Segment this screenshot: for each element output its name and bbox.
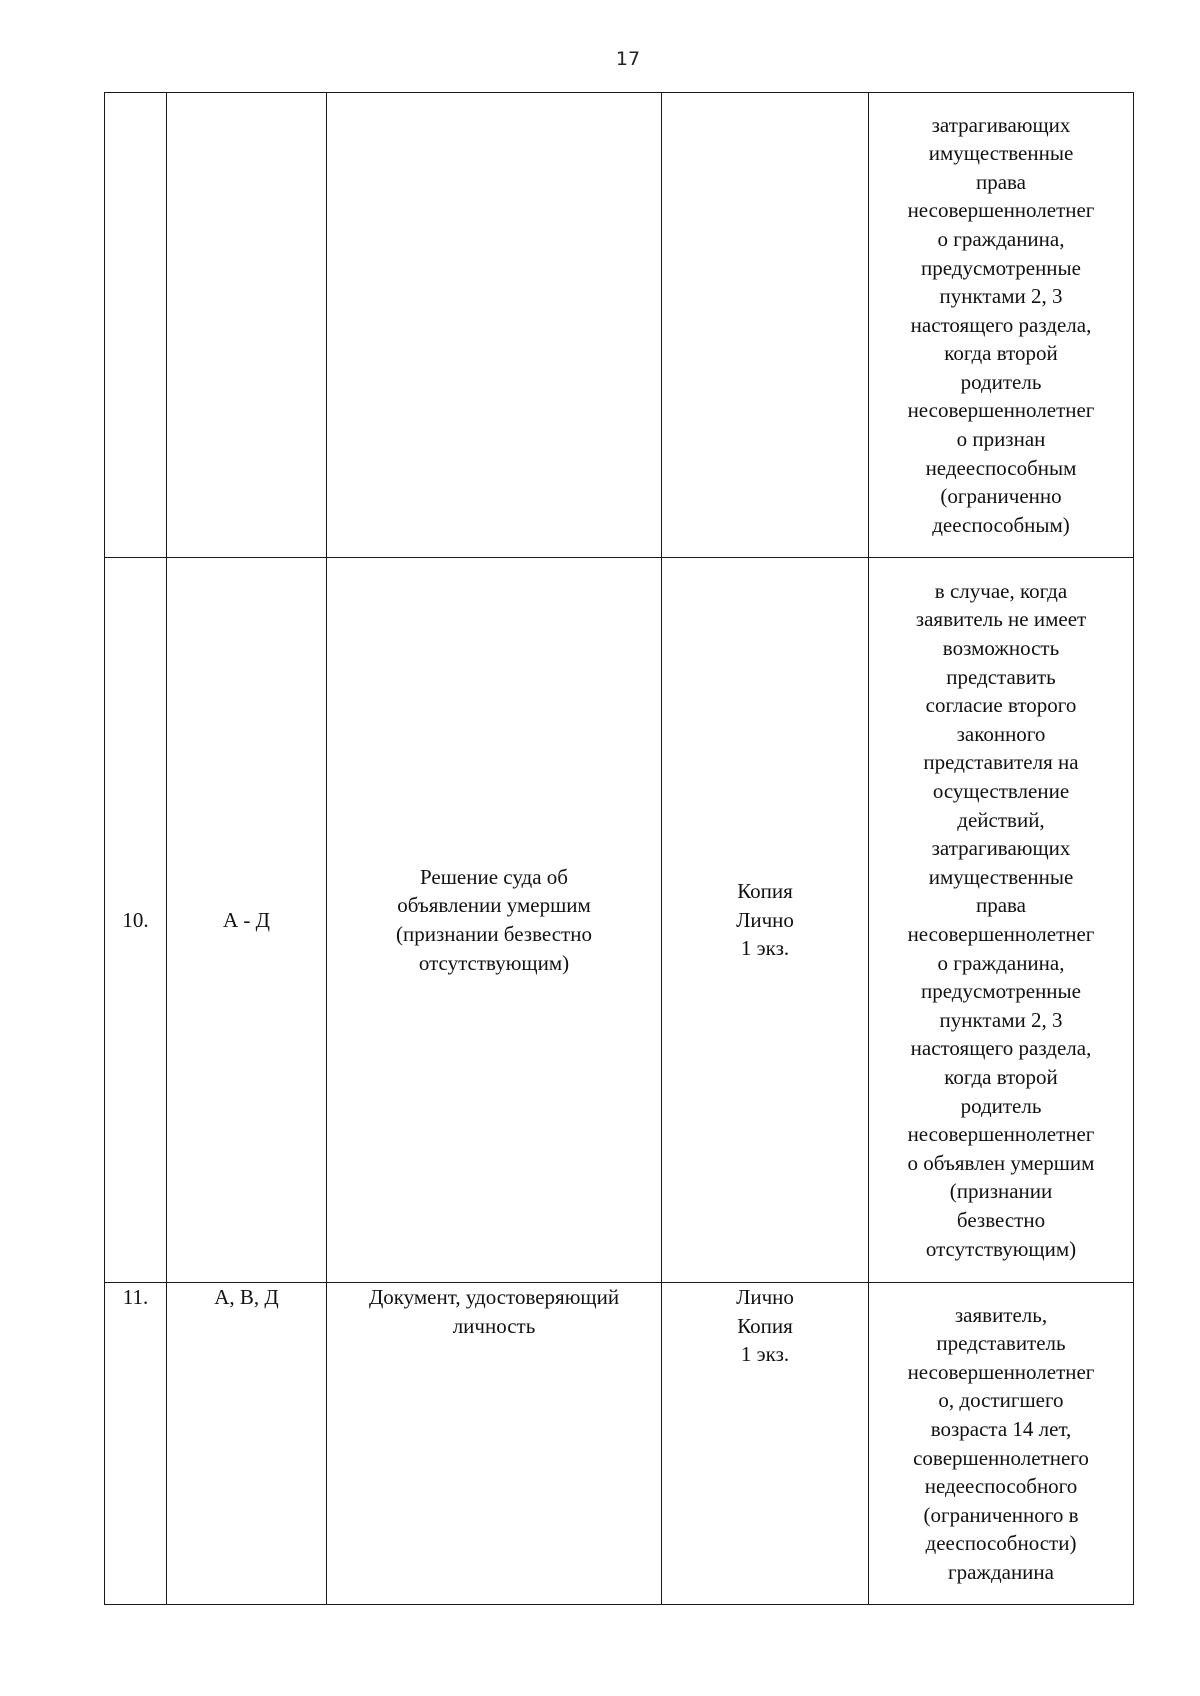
condition-cell-line: недееспособного bbox=[924, 1474, 1078, 1499]
row-number-cell bbox=[105, 1283, 167, 1605]
row-number-cell bbox=[105, 558, 167, 1283]
condition-cell-line: затрагивающих bbox=[931, 112, 1071, 137]
requirements-table bbox=[104, 92, 1134, 1605]
condition-cell-line: о признан bbox=[956, 427, 1046, 452]
submission-form-cell-line: Лично bbox=[736, 1285, 794, 1309]
document-name-cell-line: личность bbox=[452, 1313, 536, 1338]
condition-cell-line: права bbox=[975, 893, 1027, 918]
condition-cell-line: когда второй bbox=[944, 1064, 1058, 1089]
document-name-cell-line: объявлении умершим bbox=[397, 893, 591, 918]
condition-cell-line: пунктами 2, 3 bbox=[939, 284, 1063, 309]
condition-cell-line: возраста 14 лет, bbox=[930, 1416, 1072, 1441]
condition-cell-line: имущественные bbox=[928, 864, 1074, 889]
submission-form-cell-line: 1 экз. bbox=[740, 1342, 790, 1367]
condition-cell-line: заявитель, bbox=[954, 1302, 1048, 1327]
submission-form-cell-line: Копия bbox=[737, 1313, 793, 1338]
condition-cell-line: когда второй bbox=[944, 341, 1058, 366]
condition-cell-line: законного bbox=[956, 721, 1046, 746]
condition-cell-line: представитель bbox=[936, 1331, 1066, 1356]
document-name-cell-line: Документ, удостоверяющий bbox=[368, 1285, 620, 1309]
applicant-category-cell bbox=[167, 1283, 327, 1605]
condition-cell-line: предусмотренные bbox=[921, 255, 1081, 280]
condition-cell-line: согласие второго bbox=[925, 693, 1077, 718]
condition-cell-line: затрагивающих bbox=[931, 836, 1071, 861]
document-name-cell-line: Решение суда об bbox=[420, 864, 568, 889]
condition-cell-line: имущественные bbox=[928, 141, 1074, 166]
condition-cell-line: (ограниченно bbox=[940, 484, 1062, 509]
condition-cell-line: несовершеннолетнег bbox=[907, 922, 1095, 946]
applicant-category-cell-text: А - Д bbox=[223, 907, 270, 932]
table-row bbox=[105, 558, 1134, 1283]
condition-cell-line: пунктами 2, 3 bbox=[939, 1007, 1063, 1032]
condition-cell-line: осуществление bbox=[932, 779, 1070, 804]
condition-cell-line: родитель bbox=[960, 369, 1042, 394]
condition-cell-line: о, достигшего bbox=[938, 1388, 1064, 1413]
document-name-cell-line: (признании безвестно bbox=[396, 922, 592, 946]
condition-cell-line: представителя на bbox=[923, 750, 1079, 775]
condition-cell-line: несовершеннолетнег bbox=[907, 398, 1095, 423]
submission-form-cell bbox=[662, 1283, 869, 1605]
condition-cell-line: представить bbox=[946, 664, 1056, 689]
condition-cell-line: (признании bbox=[949, 1179, 1053, 1204]
submission-form-cell-line: 1 экз. bbox=[740, 936, 790, 961]
page-number: 17 bbox=[615, 48, 641, 70]
table-row bbox=[105, 93, 1134, 558]
row-number-cell bbox=[105, 93, 167, 558]
condition-cell-line: настоящего раздела, bbox=[910, 312, 1092, 337]
condition-cell-line: о объявлен умершим bbox=[907, 1150, 1095, 1175]
applicant-category-cell bbox=[167, 558, 327, 1283]
condition-cell-line: о гражданина, bbox=[937, 950, 1065, 975]
condition-cell-line: действий, bbox=[957, 807, 1045, 832]
condition-cell-line: (ограниченного в bbox=[923, 1502, 1079, 1527]
row-number-cell-text: 10. bbox=[122, 907, 149, 932]
condition-cell-line: отсутствующим) bbox=[925, 1236, 1077, 1261]
condition-cell bbox=[869, 1283, 1134, 1605]
condition-cell-line: безвестно bbox=[956, 1207, 1046, 1232]
submission-form-cell-line: Лично bbox=[736, 907, 794, 932]
condition-cell bbox=[869, 558, 1134, 1283]
condition-cell-line: несовершеннолетнег bbox=[907, 1122, 1095, 1147]
document-name-cell-line: отсутствующим) bbox=[418, 950, 570, 975]
condition-cell-line: несовершеннолетнег bbox=[907, 198, 1095, 223]
applicant-category-cell-text: А, В, Д bbox=[214, 1285, 279, 1309]
submission-form-cell-line: Копия bbox=[737, 879, 793, 904]
condition-cell-line: гражданина bbox=[948, 1559, 1054, 1584]
condition-cell-line: возможность bbox=[942, 636, 1060, 661]
condition-cell-line: в случае, когда bbox=[934, 578, 1068, 603]
condition-cell-line: права bbox=[975, 169, 1027, 194]
condition-cell-line: о гражданина, bbox=[937, 226, 1065, 251]
table-row bbox=[105, 1283, 1134, 1605]
submission-form-cell bbox=[662, 558, 869, 1283]
condition-cell-line: недееспособным bbox=[925, 455, 1077, 480]
condition-cell-line: предусмотренные bbox=[921, 979, 1081, 1004]
condition-cell-line: настоящего раздела, bbox=[910, 1036, 1092, 1061]
condition-cell-line: дееспособности) bbox=[925, 1531, 1077, 1556]
condition-cell-line: заявитель не имеет bbox=[915, 607, 1087, 632]
row-number-cell-text: 11. bbox=[122, 1285, 149, 1309]
condition-cell-line: родитель bbox=[960, 1093, 1042, 1118]
condition-cell-line: дееспособным) bbox=[932, 512, 1070, 537]
document-name-cell bbox=[327, 93, 662, 558]
document-name-cell bbox=[327, 558, 662, 1283]
condition-cell bbox=[869, 93, 1134, 558]
submission-form-cell bbox=[662, 93, 869, 558]
condition-cell-line: несовершеннолетнег bbox=[907, 1359, 1095, 1384]
document-name-cell bbox=[327, 1283, 662, 1605]
applicant-category-cell bbox=[167, 93, 327, 558]
condition-cell-line: совершеннолетнего bbox=[913, 1445, 1089, 1470]
